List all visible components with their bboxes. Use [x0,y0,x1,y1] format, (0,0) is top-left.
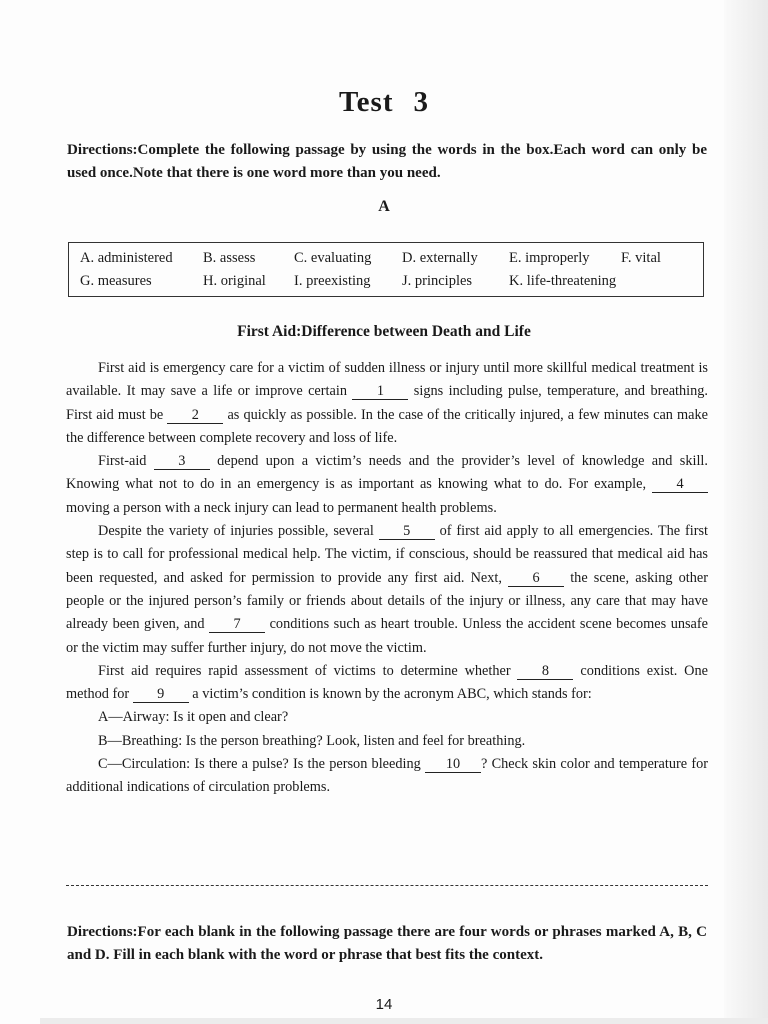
text-run: moving a person with a neck injury can lead to permanent health problems. [66,499,497,516]
text-run: conditions exist. One method for [66,662,709,703]
blank-6: 6 [508,570,564,587]
blank-4: 4 [652,476,708,493]
paragraph-2 [66,450,708,520]
text-run: as quickly as possible. In the case of the critically injured, a few minutes can make the difference between complete recovery and loss of life. [66,406,708,446]
abc-breathing: B—Breathing: Is the person breathing? Look, listen and feel for breathing. [98,732,526,749]
paragraph-1 [66,357,708,450]
title-word: Test [339,86,394,118]
text-run: First-aid [98,453,147,470]
blank-10: 10 [425,756,481,773]
text-run: First aid is emergency care for a victim of sudden illness or injury until more skillful medical treatment is available. It may save a life or improve certain [66,360,708,400]
page-number: 14 [375,996,393,1013]
blank-1: 1 [352,383,408,400]
word-option-h: H. original [203,273,266,289]
passage-title: First Aid:Difference between Death and Life [237,323,531,340]
blank-7: 7 [209,616,265,633]
blank-8: 8 [517,663,573,680]
word-option-b: B. assess [203,250,256,266]
word-option-e: E. improperly [509,250,590,266]
abc-circulation [66,753,708,800]
page-bottom-edge [40,1018,768,1024]
blank-9: 9 [133,686,189,703]
text-run: Despite the variety of injuries possible, several [98,523,374,540]
page-title [0,86,768,119]
text-run: C—Circulation: Is there a pulse? Is the person bleeding [98,756,421,773]
text-run: conditions such as heart trouble. Unless the accident scene becomes unsafe or the victim may suffer further injury, do not move the victim. [66,616,709,656]
blank-3: 3 [154,453,210,470]
directions-part-a: Directions:Complete the following passage by using the words in the box.Each word can only be used once.Note that there is one word more than you need. [67,142,707,181]
section-label: A [378,198,390,215]
text-run: the scene, asking other people or the injured person’s family or friends about details of the injury or illness, any care that may have already been given, and [66,569,709,633]
blank-5: 5 [379,523,435,540]
text-run: ? Check skin color and temperature for additional indications of circulation problems. [66,756,709,796]
paragraph-4 [66,660,708,707]
word-option-j: J. principles [402,273,473,289]
section-divider [66,885,708,886]
word-option-a: A. administered [80,250,173,266]
directions-part-b: Directions:For each blank in the following passage there are four words or phrases marked A, B, C and D. Fill in each blank with the word or phrase that best fits the context. [67,924,707,963]
word-option-k: K. life-threatening [509,273,617,289]
title-number: 3 [413,86,429,118]
word-option-g: G. measures [80,273,152,289]
word-option-c: C. evaluating [294,250,372,266]
paragraph-3 [66,520,708,660]
word-bank-box [68,242,704,297]
text-run: a victim’s condition is known by the acronym ABC, which stands for: [192,686,592,703]
word-option-f: F. vital [621,250,661,266]
blank-2: 2 [167,407,223,424]
abc-airway: A—Airway: Is it open and clear? [98,709,289,726]
word-option-d: D. externally [402,250,478,266]
page-edge-shadow [724,0,768,1024]
text-run: depend upon a victim’s needs and the provider’s level of knowledge and skill. Knowing what not to do in an emergency is as important as knowing what to do. For example, [66,453,708,493]
passage-body [66,357,708,800]
text-run: signs including pulse, temperature, and breathing. First aid must be [66,383,709,423]
text-run: of first aid apply to all emergencies. The first step is to call for professional medical help. The victim, if conscious, should be reassured that medical aid has been requested, and asked for permission to provide any first aid. Next, [66,523,709,586]
text-run: First aid requires rapid assessment of victims to determine whether [98,662,511,679]
word-option-i: I. preexisting [294,273,371,289]
